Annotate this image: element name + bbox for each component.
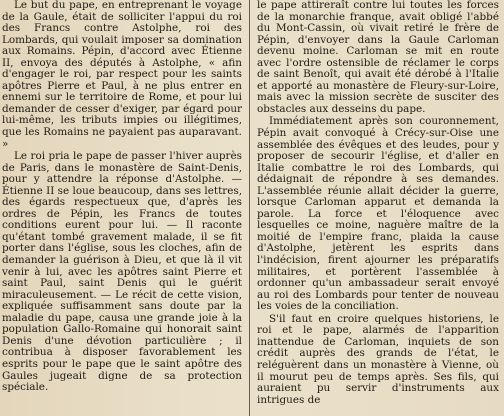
paragraph: S'il faut en croire quelques historiens, le roi et le pape, alarmés de l'apparition inattendue de Carloman, inquiets de son crédit auprès des grands de l'état, le reléguèrent dans un monastère à Vienne, où il mourut peu de temps après. Ses fils, qui auraient pu servir d'instruments aux intrigues de [257, 312, 499, 406]
right-column [253, 0, 501, 416]
paragraph: Le but du pape, en entreprenant le voyage de la Gaule, était de solliciter l'appui du roi des Francs contre Astolphe, roi des Lombards, qui voulait imposer sa domination aux Romains. Pépin, d'accord avec Étienne II, envoya des députés à Astolphe, « afin d'engager le roi, par respect pour les saints apôtres Pierre et Paul, à ne plus entrer en ennemi sur le territoire de Rome, et pour lui demander de cesser d'exiger, par égard pour lui-même, les tributs impies ou illégitimes, que les Romains ne payaient pas auparavant. » [2, 0, 242, 150]
column-rule [249, 0, 250, 416]
paragraph: Le roi pria le pape de passer l'hiver auprès de Paris, dans le monastère de Saint-Denis, pour y attendre la réponse d'Astolphe. — Étienne II se loue beaucoup, dans ses lettres, des égards respectueux que, d'après les ordres de Pépin, les Francs de toutes conditions eurent pour lui. — Il raconte qu'étant tombé gravement malade, il se fit porter dans l'église, sous les cloches, afin de demander la guérison à Dieu, et que là il vit venir à lui, avec les apôtres saint Pierre et saint Paul, saint Denis qui le guérit miraculeusement. — Le récit de cette vision, expliquée suffisamment sans doute par la maladie du pape, causa une grande joie à la population Gallo-Romaine qui honorait saint Denis d'une dévotion particulière ; il contribua à disposer favorablement les esprits pour le pape que le saint apôtre des Gaules jugeait digne de sa protection spéciale. [2, 150, 242, 394]
paragraph: Immédiatement après son couronnement, Pépin avait convoqué à Crécy-sur-Oise une assemblée des évêques et des leudes, pour y proposer de secourir l'église, et d'aller en Italie combattre le roi des Lombards, qui dédaignait de répondre à ses demandes. L'assemblée réunie allait décider la guerre, lorsque Carloman apparut et demanda la parole. La force et l'éloquence avec lesquelles ce moine, naguère maître de la moitié de l'empire franc, plaida la cause d'Astolphe, jetèrent les esprits dans l'indécision, firent ajourner les préparatifs militaires, et portèrent l'assemblée à ordonner qu'un ambassadeur serait envoyé au roi des Lombards pour tenter de nouveau les voies de la conciliation. [257, 115, 499, 313]
paragraph-continued: le pape attireraît contre lui toutes les forces de la monarchie franque, avait obligé l'abbé du Mont-Cassin, où vivait retiré le frère de Pépin, d'envoyer dans la Gaule Carloman devenu moine. Carloman se mit en route avec l'ordre ostensible de réclamer le corps de saint Benoît, qui avait été dérobé à l'Italie et apporté au monastère de Fleury-sur-Loire, mais avec la mission secrète de susciter des obstacles aux desseins du pape. [257, 0, 499, 115]
left-column [0, 0, 247, 416]
